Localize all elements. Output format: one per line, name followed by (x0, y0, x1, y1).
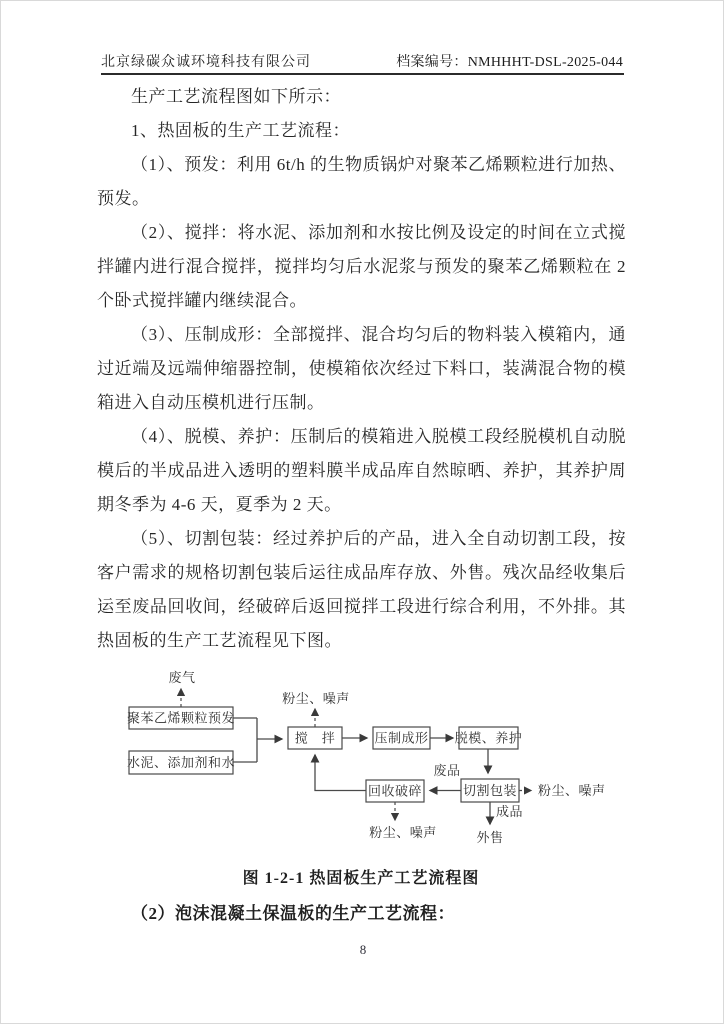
flow-box-cutting-label: 切割包装 (462, 783, 518, 798)
label-waste-gas: 废气 (168, 670, 196, 685)
flow-box-materials-label: 水泥、添加剂和水 (126, 755, 236, 770)
header-company-name: 北京绿碳众诚环境科技有限公司 (101, 55, 311, 70)
label-dust-noise-mixing: 粉尘、噪声 (282, 691, 350, 706)
flow-box-presoak-label: 聚苯乙烯颗粒预发 (126, 710, 236, 726)
flow-box-pressing-label: 压制成形 (374, 730, 429, 746)
process-flowchart (1, 656, 724, 856)
paragraph-step-2: （2）、搅拌：将水泥、添加剂和水按比例及设定的时间在立式搅拌罐内进行混合搅拌，搅拌均匀后水泥浆与预发的聚苯乙烯颗粒在 2 个卧式搅拌罐内继续混合。 (97, 223, 626, 310)
label-dust-noise-recycle: 粉尘、噪声 (369, 825, 437, 840)
label-scrap: 废品 (433, 763, 461, 778)
label-dust-noise-cutting: 粉尘、噪声 (538, 783, 606, 798)
figure-caption: 图 1-2-1 热固板生产工艺流程图 (242, 870, 480, 887)
header-rule (101, 73, 624, 75)
paragraph-step-5: （5）、切割包装：经过养护后的产品，进入全自动切割工段，按客户需求的规格切割包装后运往成品库存放、外售。残次品经收集后运至废品回收间，经破碎后返回搅拌工段进行综合利用，不外排。其热固板的生产工艺流程见下图。 (97, 529, 626, 650)
connector-merge (233, 718, 257, 762)
next-section-heading: （2）泡沫混凝土保温板的生产工艺流程： (131, 904, 455, 923)
flow-box-demold-label: 脱模、养护 (454, 730, 523, 746)
paragraph-intro: 生产工艺流程图如下所示： (131, 87, 341, 106)
body-text (97, 80, 626, 658)
process-flowchart-svg (1, 656, 724, 856)
label-sale: 外售 (476, 830, 504, 845)
header-archive-number: 档案编号：NMHHHT-DSL-2025-044 (396, 55, 623, 70)
paragraph-list-1: 1、热固板的生产工艺流程： (131, 121, 350, 140)
label-product: 成品 (496, 804, 524, 819)
page-number: 8 (359, 942, 367, 957)
flow-box-recycle-label: 回收破碎 (367, 783, 423, 799)
paragraph-step-1: （1）、预发：利用 6t/h 的生物质锅炉对聚苯乙烯颗粒进行加热、预发。 (97, 155, 626, 208)
paragraph-step-4: （4）、脱模、养护：压制后的模箱进入脱模工段经脱模机自动脱模后的半成品进入透明的塑料膜半成品库自然晾晒、养护，其养护周期冬季为 4-6 天，夏季为 2 天。 (97, 427, 626, 514)
flow-box-mixing-label: 搅 拌 (294, 730, 336, 746)
paragraph-step-3: （3）、压制成形：全部搅拌、混合均匀后的物料装入模箱内，通过近端及远端伸缩器控制，使模箱依次经过下料口，装满混合物的模箱进入自动压模机进行压制。 (97, 325, 626, 412)
arrow-recycle-to-mixing-feedback (315, 755, 366, 791)
